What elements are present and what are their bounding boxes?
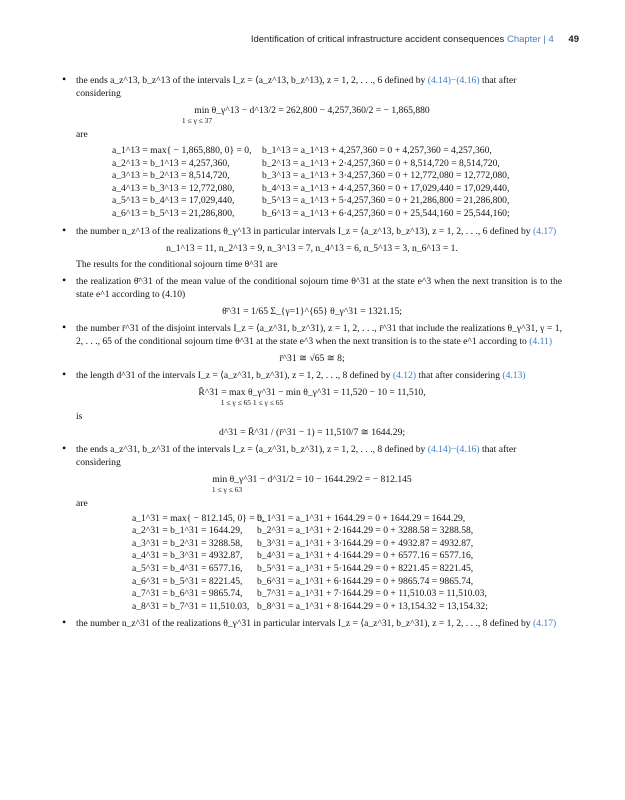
- table-row: a_2^13 = b_1^13 = 4,257,360, b_2^13 = a_1^13 + 2·4,257,360 = 0 + 8,514,720 = 8,514,720,: [112, 157, 500, 169]
- table-row: a_4^13 = b_3^13 = 12,772,080, b_4^13 = a_1^13 + 4·4,257,360 = 0 + 17,029,440 = 17,029,440,: [112, 182, 510, 194]
- running-header: [251, 34, 579, 45]
- bullet-ends-13: • the ends a_z^13, b_z^13 of the intervals I_z = ⟨a_z^13, b_z^13), z = 1, 2, . . ., 6 defined by (4.14)−(4.16) that after considering: [62, 74, 562, 100]
- equation-ref-link[interactable]: (4.12): [392, 369, 417, 381]
- table-row: a_4^31 = b_3^31 = 4932.87, b_4^31 = a_1^31 + 4·1644.29 = 0 + 6577.16 = 6577.16,: [132, 550, 474, 562]
- table-row: a_5^31 = b_4^31 = 6577.16, b_5^31 = a_1^31 + 5·1644.29 = 0 + 8221.45 = 8221.45,: [132, 562, 474, 574]
- table-row: a_6^13 = b_5^13 = 21,286,800, b_6^13 = a_1^13 + 6·4,257,360 = 0 + 25,544,160 = 25,544,160;: [112, 207, 510, 219]
- results-intro: The results for the conditional sojourn time θ^31 are: [76, 258, 278, 270]
- bullet-mean-31: • the realization θ̄^31 of the mean value of the conditional sojourn time θ^31 at the state e^3 when the next transition is to the state e^1 according to (4.10): [62, 275, 562, 301]
- equation-mean-31: θ̄^31 = 1/65 Σ_{γ=1}^{65} θ_γ^31 = 1321.15;: [222, 305, 402, 317]
- table-row: a_3^31 = b_2^31 = 3288.58, b_3^31 = a_1^31 + 3·1644.29 = 0 + 4932.87 = 4932.87,: [132, 537, 474, 549]
- bullet-ends-31: • the ends a_z^31, b_z^31 of the intervals I_z = ⟨a_z^31, b_z^31), z = 1, 2, . . ., 8 defined by (4.14)−(4.16) that after considering: [62, 443, 562, 469]
- bullet-intervals-31: • the number r̄^31 of the disjoint intervals I_z = ⟨a_z^31, b_z^31), z = 1, 2, . . ., r̄^31 that include the realizations θ_γ^31, γ = 1, 2, . . ., 65 of the conditional sojourn time θ^31 at the state e^3 when the next transition is to the state e^1 according to (4.11): [62, 322, 562, 348]
- equation-length-31: d^31 = R̄^31 / (r̄^31 − 1) = 11,510/7 ≅ 1644.29;: [218, 426, 406, 438]
- table-row: a_5^13 = b_4^13 = 17,029,440, b_5^13 = a_1^13 + 5·4,257,360 = 0 + 21,286,800 = 21,286,800,: [112, 195, 510, 207]
- table-row: a_2^31 = b_1^31 = 1644.29, b_2^31 = a_1^31 + 2·1644.29 = 0 + 3288.58 = 3288.58,: [132, 525, 474, 537]
- equation-ref-link[interactable]: (4.11): [529, 335, 553, 347]
- equation-range-31: R̄^31 = max θ_γ^31 − min θ_γ^31 = 11,520 − 10 = 11,510, 1 ≤ γ ≤ 65 1 ≤ γ ≤ 65: [198, 386, 426, 407]
- equation-counts-13: n_1^13 = 11, n_2^13 = 9, n_3^13 = 7, n_4^13 = 6, n_5^13 = 3, n_6^13 = 1.: [166, 242, 458, 254]
- equation-ref-link[interactable]: (4.13): [502, 369, 526, 381]
- label-are: are: [76, 497, 88, 509]
- equation-min-31: min θ_γ^31 − d^31/2 = 10 − 1644.29/2 = − 812.145 1 ≤ γ ≤ 63: [211, 473, 412, 494]
- interval-ends-13: [112, 145, 562, 221]
- table-row: a_1^31 = max{ − 812.145, 0} = 0, b_1^31 = a_1^31 + 1644.29 = 0 + 1644.29 = 1644.29,: [132, 512, 466, 524]
- table-row: a_3^13 = b_2^13 = 8,514,720, b_3^13 = a_1^13 + 3·4,257,360 = 0 + 12,772,080 = 12,772,080,: [112, 170, 510, 182]
- table-row: a_7^31 = b_6^31 = 9865.74, b_7^31 = a_1^31 + 7·1644.29 = 0 + 11,510.03 = 11,510.03,: [132, 588, 487, 600]
- header-chapter: Chapter | 4: [506, 34, 554, 45]
- page-number: 49: [568, 34, 579, 45]
- bullet-length-31: • the length d^31 of the intervals I_z = ⟨a_z^31, b_z^31), z = 1, 2, . . ., 8 defined by (4.12) that after considering (4.13): [62, 369, 562, 382]
- table-row: a_8^31 = b_7^31 = 11,510.03, b_8^31 = a_1^31 + 8·1644.29 = 0 + 13,154.32 = 13,154.32;: [132, 600, 488, 612]
- interval-ends-31: [132, 513, 562, 614]
- table-row: a_6^31 = b_5^31 = 8221.45, b_6^31 = a_1^31 + 6·1644.29 = 0 + 9865.74 = 9865.74,: [132, 575, 474, 587]
- equation-r-31: r̄^31 ≅ √65 ≅ 8;: [279, 352, 345, 364]
- bullet-number-31: • the number n_z^31 of the realizations θ_γ^31 in particular intervals I_z = ⟨a_z^31, b_z^31), z = 1, 2, . . ., 8 defined by (4.17): [62, 617, 562, 630]
- label-are: are: [76, 129, 88, 140]
- label-is: is: [76, 410, 83, 422]
- equation-ref-link[interactable]: (4.17): [533, 618, 557, 630]
- equation-ref-link[interactable]: (4.17): [533, 225, 557, 237]
- table-row: a_1^13 = max{ − 1,865,880, 0} = 0, b_1^13 = a_1^13 + 4,257,360 = 0 + 4,257,360 = 4,257,360,: [112, 145, 492, 156]
- equation-min-13: min θ_γ^13 − d^13/2 = 262,800 − 4,257,360/2 = − 1,865,880 1 ≤ γ ≤ 37: [181, 105, 430, 125]
- bullet-number-13: • the number n_z^13 of the realizations θ_γ^13 in particular intervals I_z = ⟨a_z^13, b_z^13), z = 1, 2, . . ., 6 defined by (4.17): [62, 225, 562, 238]
- equation-ref-link[interactable]: (4.14)−(4.16): [427, 443, 480, 455]
- page-body: [62, 70, 562, 634]
- header-title: Identification of critical infrastructure accident consequences: [250, 34, 505, 45]
- equation-ref-link[interactable]: (4.14)−(4.16): [427, 75, 480, 86]
